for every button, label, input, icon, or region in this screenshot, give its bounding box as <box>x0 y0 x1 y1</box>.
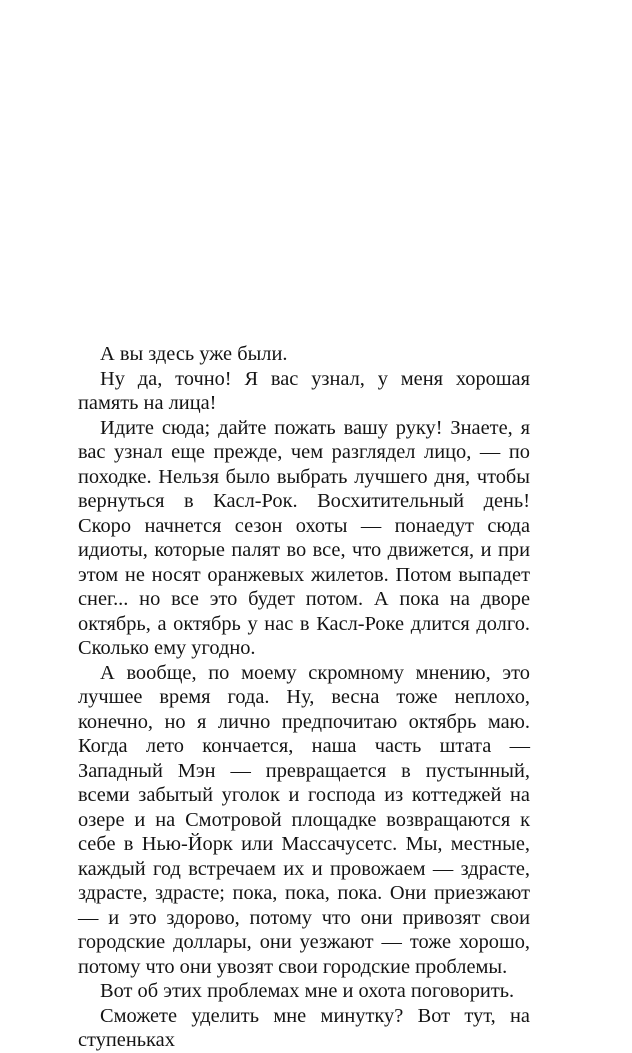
paragraph-5: Вот об этих проблемах мне и охота поговорить. <box>100 980 515 1002</box>
paragraph-1: А вы здесь уже были. <box>100 343 288 365</box>
paragraph-3: Идите сюда; дайте пожать вашу руку! Знаете, я вас узнал еще прежде, чем разглядел лицо, — по походке. Нельзя было выбрать лучшего дня, чтобы вернуться в Касл-Рок. Восхитительный день! Скоро начнется сезон охоты — понаедут сюда идиоты, которые палят во все, что движется, и при этом не носят оранжевых жилетов. Потом выпадет снег... но все это будет потом. А пока на дворе октябрь, а октябрь у нас в Касл-Роке длится долго. Сколько ему угодно. <box>78 416 530 659</box>
paragraph-2: Ну да, точно! Я вас узнал, у меня хорошая память на лица! <box>78 367 530 414</box>
paragraph-4: А вообще, по моему скромному мнению, это лучшее время года. Ну, весна тоже неплохо, конечно, но я лично предпочитаю октябрь маю. Когда лето кончается, наша часть штата — Западный Мэн — превращается в пустынный, всеми забытый уголок и господа из коттеджей на озере и на Смотровой площадке возвращаются к себе в Нью-Йорк или Массачусетс. Мы, местные, каждый год встречаем их и провожаем — здрасте, здрасте, здрасте; пока, пока, пока. Они приезжают — и это здорово, потому что они привозят свои городские доллары, они уезжают — тоже хорошо, потому что они увозят свои городские проблемы. <box>78 661 530 978</box>
paragraph-6: Сможете уделить мне минутку? Вот тут, на ступеньках <box>78 1004 530 1051</box>
body-text <box>78 342 530 1053</box>
